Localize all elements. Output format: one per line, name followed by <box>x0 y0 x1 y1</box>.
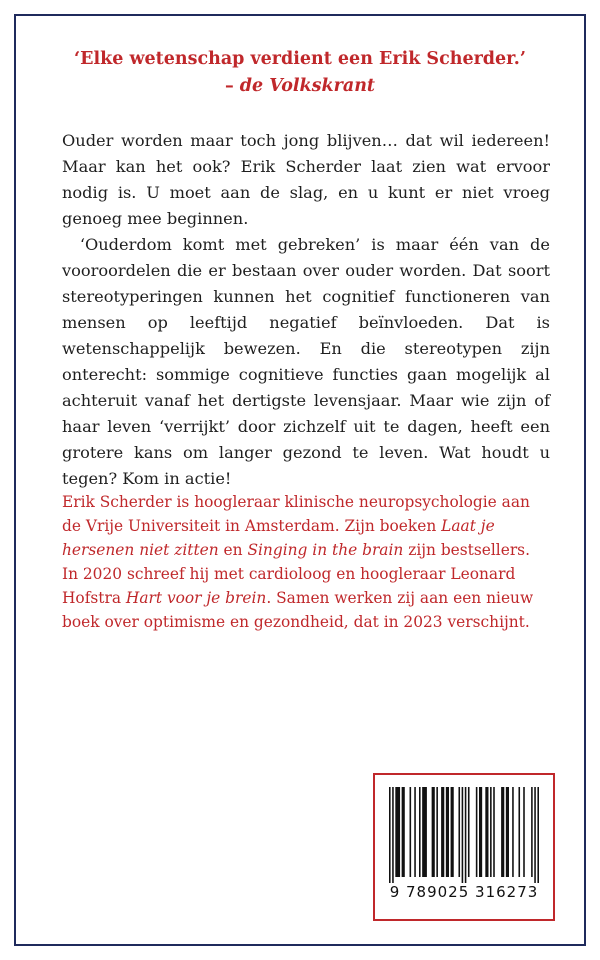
bio-book-title-3: Hart voor je brein <box>125 589 267 607</box>
barcode-box <box>373 773 555 921</box>
bio-book-title-1: Laat je hersenen niet zitten <box>62 517 495 559</box>
barcode-bar <box>490 787 492 877</box>
blurb-paragraph-1: Ouder worden maar toch jong blijven… dat wil iedereen! Maar kan het ook? Erik Scherder laat zien wat ervoor nodig is. U moet aan de slag, en u kunt er niet vroeg genoeg mee beginnen. <box>62 131 550 228</box>
barcode-bar <box>512 787 514 877</box>
barcode-bar <box>465 787 467 883</box>
barcode-bar <box>493 787 495 877</box>
barcode <box>389 787 539 909</box>
bio-text-4: . Samen werken zij aan een nieuw boek over optimisme en gezondheid, dat in 2023 verschijnt. <box>62 589 534 631</box>
barcode-bar <box>451 787 454 877</box>
author-bio <box>62 490 550 634</box>
blurb-text <box>62 128 550 492</box>
isbn-number: 9 789025 316273 <box>389 883 539 901</box>
barcode-bar <box>389 787 391 883</box>
barcode-bar <box>537 787 539 883</box>
quote-text: ‘Elke wetenschap verdient een Erik Scherder.’ <box>74 49 526 69</box>
bio-text-3: zijn bestsellers. In 2020 schreef hij met cardioloog en hoogleraar Leonard Hofstra <box>62 541 530 607</box>
barcode-bar <box>506 787 509 877</box>
barcode-bar <box>441 787 444 877</box>
barcode-bar <box>410 787 412 877</box>
barcode-bar <box>531 787 533 877</box>
barcode-bar <box>523 787 525 877</box>
bio-book-title-2: Singing in the brain <box>247 541 404 559</box>
barcode-bar <box>534 787 536 883</box>
barcode-bar <box>479 787 482 877</box>
quote-source-name: de Volkskrant <box>239 76 376 96</box>
barcode-bar <box>476 787 478 877</box>
quote-source-dash: – <box>224 76 240 96</box>
bio-text-1: Erik Scherder is hoogleraar klinische neuropsychologie aan de Vrije Universiteit in Amsterdam. Zijn boeken <box>62 493 530 535</box>
barcode-bar <box>446 787 449 877</box>
barcode-bars <box>389 787 539 883</box>
barcode-bar <box>395 787 400 877</box>
barcode-bar <box>501 787 504 877</box>
barcode-bar <box>432 787 435 877</box>
barcode-bar <box>392 787 394 883</box>
blurb-paragraph-2: ‘Ouderdom komt met gebreken’ is maar één van de vooroordelen die er bestaan over ouder worden. Dat soort stereotyperingen kunnen het cognitief functioneren van mensen op leeftijd negatief beïnvloeden. Dat is wetenschappelijk bewezen. En die stereotypen zijn onterecht: sommige cognitieve functies gaan mogelijk al achteruit vanaf het dertigste levensjaar. Maar wie zijn of haar leven ‘verrijkt’ door zichzelf uit te dagen, heeft een grotere kans om langer gezond te leven. Wat houdt u tegen? Kom in actie! <box>62 235 550 488</box>
barcode-bar <box>462 787 464 883</box>
barcode-bar <box>468 787 470 877</box>
barcode-bar <box>419 787 421 877</box>
bio-text-2: en <box>218 541 248 559</box>
quote-source <box>40 73 560 100</box>
barcode-bar <box>422 787 427 877</box>
review-quote <box>40 46 560 100</box>
barcode-bar <box>518 787 520 877</box>
barcode-bar <box>458 787 460 877</box>
barcode-bar <box>402 787 405 877</box>
barcode-bar <box>436 787 438 877</box>
barcode-bar <box>414 787 416 877</box>
barcode-bar <box>485 787 488 877</box>
